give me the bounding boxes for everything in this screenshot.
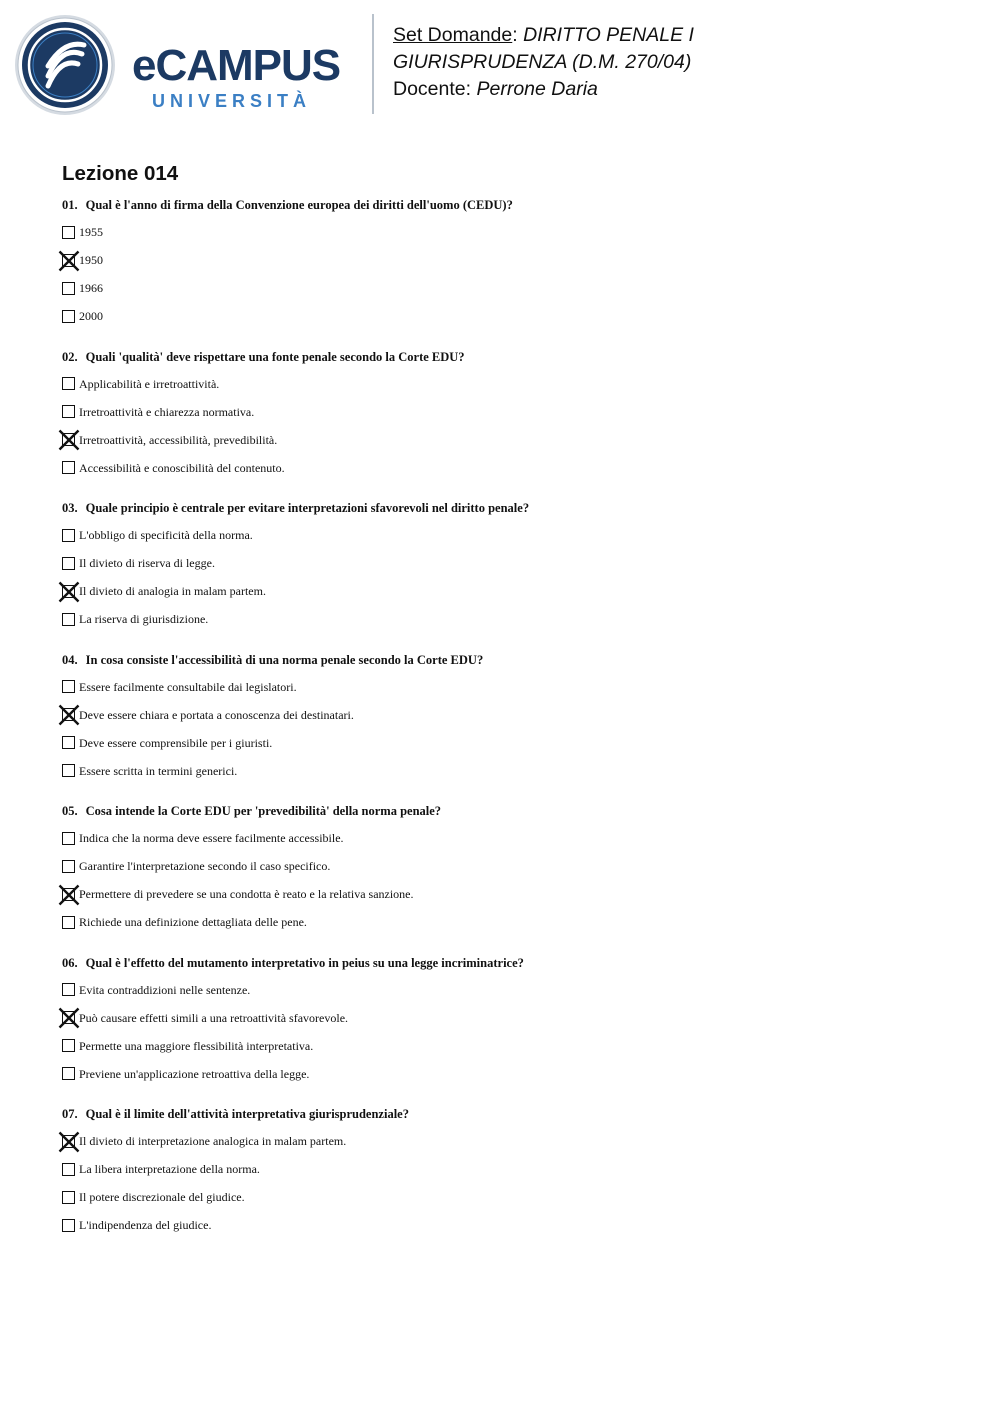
option-label: Permettere di prevedere se una condotta è reato e la relativa sanzione. <box>79 887 414 901</box>
answer-option[interactable] <box>62 251 103 269</box>
checkbox[interactable] <box>62 282 75 295</box>
answer-option[interactable] <box>62 885 414 903</box>
checkbox[interactable] <box>62 1191 75 1204</box>
checked-checkbox[interactable] <box>62 585 75 598</box>
checkbox[interactable] <box>62 310 75 323</box>
checked-checkbox[interactable] <box>62 708 75 721</box>
answer-option[interactable] <box>62 762 237 780</box>
option-label: Essere facilmente consultabile dai legislatori. <box>79 679 297 694</box>
answer-option[interactable] <box>62 403 254 421</box>
checkbox[interactable] <box>62 1163 75 1176</box>
lesson-title: Lezione 014 <box>62 162 179 185</box>
cross-mark-icon <box>58 1131 80 1153</box>
answer-option[interactable] <box>62 431 277 449</box>
checkbox[interactable] <box>62 983 75 996</box>
option-label: Garantire l'interpretazione secondo il caso specifico. <box>79 859 331 873</box>
option-label: Può causare effetti simili a una retroattività sfavorevole. <box>79 1010 349 1025</box>
answer-option[interactable] <box>62 706 354 724</box>
option-label: 1966 <box>79 281 103 295</box>
question-number: 03. <box>62 501 78 515</box>
option-label: Irretroattività, accessibilità, prevedibilità. <box>79 432 278 447</box>
question-list <box>62 197 962 1258</box>
checked-checkbox[interactable] <box>62 1011 75 1024</box>
set-info <box>393 22 694 103</box>
checkbox[interactable] <box>62 529 75 542</box>
answer-option[interactable] <box>62 526 253 544</box>
checked-checkbox[interactable] <box>62 1135 75 1148</box>
cross-mark-icon <box>58 429 80 451</box>
answer-option[interactable] <box>62 1216 211 1234</box>
answer-option[interactable] <box>62 554 215 572</box>
question-text <box>62 197 513 213</box>
course-line <box>393 49 694 76</box>
checkbox[interactable] <box>62 461 75 474</box>
option-label: Irretroattività e chiarezza normativa. <box>79 404 255 419</box>
ecampus-seal-logo <box>14 14 116 116</box>
question-prompt: Cosa intende la Corte EDU per 'prevedibilità' della norma penale? <box>85 804 442 818</box>
answer-option[interactable] <box>62 1009 348 1027</box>
question-block <box>62 803 962 955</box>
answer-option[interactable] <box>62 734 272 752</box>
question-text <box>62 500 529 516</box>
question-prompt: Qual è il limite dell'attività interpretativa giurisprudenziale? <box>85 1107 409 1121</box>
question-text <box>62 955 524 971</box>
question-number: 04. <box>62 652 78 667</box>
checkbox[interactable] <box>62 377 75 390</box>
cross-mark-icon <box>58 250 80 272</box>
question-prompt: In cosa consiste l'accessibilità di una norma penale secondo la Corte EDU? <box>85 652 484 667</box>
answer-option[interactable] <box>62 223 103 241</box>
question-number: 01. <box>62 198 78 212</box>
option-label: Accessibilità e conoscibilità del contenuto. <box>79 460 285 475</box>
answer-option[interactable] <box>62 279 103 297</box>
logo-subtext: UNIVERSITÀ <box>152 91 312 111</box>
question-text <box>62 652 483 668</box>
question-text <box>62 803 441 819</box>
checkbox[interactable] <box>62 405 75 418</box>
checkbox[interactable] <box>62 860 75 873</box>
page-header <box>0 0 1000 130</box>
answer-option[interactable] <box>62 913 307 931</box>
question-block <box>62 652 962 804</box>
option-label: Essere scritta in termini generici. <box>79 763 238 778</box>
answer-option[interactable] <box>62 582 266 600</box>
checkbox[interactable] <box>62 613 75 626</box>
option-label: 1955 <box>79 225 103 239</box>
checked-checkbox[interactable] <box>62 433 75 446</box>
option-label: Indica che la norma deve essere facilmente accessibile. <box>79 831 344 845</box>
option-label: Il divieto di interpretazione analogica in malam partem. <box>79 1134 347 1148</box>
option-label: Applicabilità e irretroattività. <box>79 376 220 391</box>
checkbox[interactable] <box>62 557 75 570</box>
answer-option[interactable] <box>62 1132 346 1150</box>
header-divider <box>372 14 374 114</box>
teacher-label: Docente <box>393 78 466 100</box>
answer-option[interactable] <box>62 1160 260 1178</box>
teacher-line: Docente: Perrone Daria <box>393 78 598 100</box>
question-number: 06. <box>62 955 78 970</box>
question-number: 02. <box>62 349 78 364</box>
checkbox[interactable] <box>62 832 75 845</box>
option-label: L'indipendenza del giudice. <box>79 1218 212 1232</box>
checked-checkbox[interactable] <box>62 888 75 901</box>
checkbox[interactable] <box>62 736 75 749</box>
option-label: Il divieto di analogia in malam partem. <box>79 584 266 598</box>
option-label: La libera interpretazione della norma. <box>79 1162 260 1176</box>
option-label: La riserva di giurisdizione. <box>79 612 209 626</box>
answer-option[interactable] <box>62 610 208 628</box>
checkbox[interactable] <box>62 916 75 929</box>
option-label: Richiede una definizione dettagliata delle pene. <box>79 915 307 929</box>
question-prompt: Quali 'qualità' deve rispettare una fonte penale secondo la Corte EDU? <box>85 349 465 364</box>
question-block <box>62 955 962 1107</box>
cross-mark-icon <box>58 884 80 906</box>
checkbox[interactable] <box>62 764 75 777</box>
question-prompt: Qual è l'anno di firma della Convenzione europea dei diritti dell'uomo (CEDU)? <box>85 198 513 212</box>
set-label: Set Domande <box>393 24 513 46</box>
ecampus-wordmark <box>132 38 357 113</box>
checkbox[interactable] <box>62 1067 75 1080</box>
question-block <box>62 500 962 652</box>
answer-option[interactable] <box>62 981 250 999</box>
question-block <box>62 1106 962 1258</box>
question-prompt: Qual è l'effetto del mutamento interpretativo in peius su una legge incriminatrice? <box>85 955 524 970</box>
option-label: Deve essere comprensibile per i giuristi. <box>79 735 273 750</box>
question-number: 05. <box>62 804 78 818</box>
option-label: Il divieto di riserva di legge. <box>79 556 215 570</box>
checkbox[interactable] <box>62 226 75 239</box>
question-text <box>62 349 465 365</box>
question-block <box>62 197 962 349</box>
answer-option[interactable] <box>62 307 103 325</box>
answer-option[interactable] <box>62 1037 313 1055</box>
answer-option[interactable] <box>62 1065 309 1083</box>
option-label: 1950 <box>79 253 103 267</box>
option-label: Il potere discrezionale del giudice. <box>79 1190 245 1204</box>
checkbox[interactable] <box>62 680 75 693</box>
question-number: 07. <box>62 1107 78 1121</box>
answer-option[interactable] <box>62 829 344 847</box>
question-block <box>62 349 962 501</box>
answer-option[interactable] <box>62 459 285 477</box>
checked-checkbox[interactable] <box>62 254 75 267</box>
option-label: 2000 <box>79 309 103 323</box>
answer-option[interactable] <box>62 1188 245 1206</box>
course: GIURISPRUDENZA (D.M. 270/04) <box>393 51 692 73</box>
answer-option[interactable] <box>62 857 330 875</box>
question-text <box>62 1106 409 1122</box>
option-label: Permette una maggiore flessibilità interpretativa. <box>79 1038 314 1053</box>
checkbox[interactable] <box>62 1039 75 1052</box>
option-label: Previene un'applicazione retroattiva della legge. <box>79 1066 310 1081</box>
option-label: Evita contraddizioni nelle sentenze. <box>79 982 251 997</box>
answer-option[interactable] <box>62 375 219 393</box>
option-label: Deve essere chiara e portata a conoscenza dei destinatari. <box>79 707 354 722</box>
checkbox[interactable] <box>62 1219 75 1232</box>
cross-mark-icon <box>58 704 80 726</box>
set-line: Set Domande: DIRITTO PENALE I <box>393 24 694 46</box>
cross-mark-icon <box>58 1007 80 1029</box>
teacher-name: Perrone Daria <box>476 78 598 100</box>
subject: DIRITTO PENALE I <box>523 24 694 46</box>
cross-mark-icon <box>58 581 80 603</box>
logo-text: eCAMPUS <box>132 41 341 90</box>
answer-option[interactable] <box>62 678 297 696</box>
question-prompt: Quale principio è centrale per evitare interpretazioni sfavorevoli nel diritto penale? <box>85 501 530 515</box>
option-label: L'obbligo di specificità della norma. <box>79 528 253 542</box>
